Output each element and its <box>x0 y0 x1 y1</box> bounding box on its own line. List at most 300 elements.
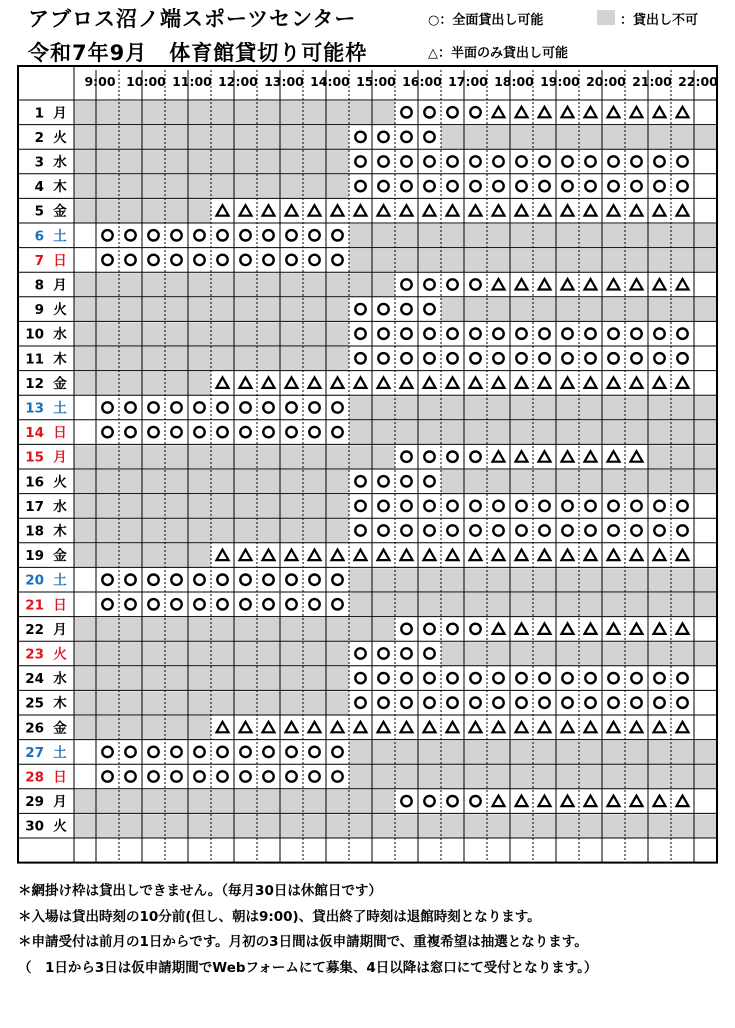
full-available-mark <box>125 771 135 781</box>
half-available-mark <box>516 623 528 634</box>
half-available-mark <box>631 279 643 290</box>
half-available-mark <box>401 205 413 216</box>
half-available-mark <box>608 279 620 290</box>
day-number: 15 <box>25 449 44 466</box>
full-available-mark <box>401 452 411 462</box>
full-available-mark <box>493 698 503 708</box>
full-available-mark <box>631 673 641 683</box>
half-available-mark <box>585 107 597 118</box>
day-number: 16 <box>25 474 44 491</box>
half-available-mark <box>493 796 505 807</box>
half-available-mark <box>631 205 643 216</box>
full-available-mark <box>470 107 480 117</box>
full-available-mark <box>378 353 388 363</box>
full-available-mark <box>102 255 112 265</box>
day-number: 29 <box>25 794 44 811</box>
half-available-mark <box>677 377 689 388</box>
full-available-mark <box>102 575 112 585</box>
full-available-mark <box>378 304 388 314</box>
full-available-mark <box>470 353 480 363</box>
full-available-mark <box>286 402 296 412</box>
full-available-mark <box>332 402 342 412</box>
full-available-mark <box>194 599 204 609</box>
half-available-mark <box>355 550 367 561</box>
weekday: 火 <box>53 818 67 835</box>
full-available-mark <box>378 673 388 683</box>
half-available-mark <box>263 205 275 216</box>
full-available-mark <box>631 329 641 339</box>
full-available-mark <box>424 796 434 806</box>
half-available-mark <box>608 722 620 733</box>
full-available-mark <box>148 402 158 412</box>
full-available-mark <box>171 402 181 412</box>
half-available-mark <box>217 377 229 388</box>
full-available-mark <box>355 648 365 658</box>
full-available-mark <box>424 304 434 314</box>
unavailable-block <box>74 642 349 665</box>
half-available-mark <box>493 377 505 388</box>
half-available-mark <box>562 550 574 561</box>
full-available-mark <box>401 624 411 634</box>
full-available-mark <box>194 255 204 265</box>
full-available-mark <box>401 132 411 142</box>
weekday: 水 <box>53 326 67 343</box>
half-available-mark <box>424 205 436 216</box>
full-available-mark <box>286 427 296 437</box>
full-available-mark <box>263 427 273 437</box>
full-available-mark <box>378 132 388 142</box>
full-available-mark <box>355 353 365 363</box>
half-available-mark <box>585 722 597 733</box>
full-available-mark <box>401 501 411 511</box>
full-available-mark <box>585 698 595 708</box>
full-available-mark <box>470 279 480 289</box>
weekday: 月 <box>53 449 67 466</box>
full-available-mark <box>631 501 641 511</box>
full-available-mark <box>677 353 687 363</box>
unavailable-block <box>349 249 717 272</box>
full-available-mark <box>171 747 181 757</box>
full-available-mark <box>585 525 595 535</box>
half-available-mark <box>654 550 666 561</box>
weekday: 水 <box>53 154 67 171</box>
day-number: 5 <box>34 203 44 220</box>
full-available-mark <box>194 575 204 585</box>
full-available-mark <box>631 156 641 166</box>
unavailable-block <box>74 126 349 149</box>
legend-half-available: △：半面のみ貸出し可能 <box>428 46 568 61</box>
full-available-mark <box>125 255 135 265</box>
full-available-mark <box>378 698 388 708</box>
day-number: 9 <box>34 302 44 319</box>
half-available-mark <box>585 550 597 561</box>
full-available-mark <box>286 575 296 585</box>
full-available-mark <box>424 279 434 289</box>
full-available-mark <box>263 255 273 265</box>
full-available-mark <box>539 525 549 535</box>
half-available-mark <box>447 377 459 388</box>
full-available-mark <box>677 525 687 535</box>
full-available-mark <box>562 353 572 363</box>
time-label: 15:00 <box>356 74 396 89</box>
half-available-mark <box>654 377 666 388</box>
full-available-mark <box>171 599 181 609</box>
time-label: 16:00 <box>402 74 442 89</box>
half-available-mark <box>217 722 229 733</box>
full-available-mark <box>378 329 388 339</box>
unavailable-block <box>74 150 349 173</box>
note-line: （ 1日から3日は仮申請期間でWebフォームにて募集、4日以降は窓口にて受付となります。） <box>18 959 598 976</box>
day-number: 23 <box>25 646 44 663</box>
full-available-mark <box>585 673 595 683</box>
time-label: 18:00 <box>494 74 534 89</box>
full-available-mark <box>562 329 572 339</box>
full-available-mark <box>125 427 135 437</box>
half-available-mark <box>470 722 482 733</box>
unavailable-block <box>349 593 717 616</box>
half-available-mark <box>332 377 344 388</box>
weekday: 木 <box>53 179 67 196</box>
full-available-mark <box>355 501 365 511</box>
half-available-mark <box>585 279 597 290</box>
day-number: 3 <box>34 154 44 171</box>
weekday: 日 <box>53 252 67 269</box>
half-available-mark <box>516 550 528 561</box>
full-available-mark <box>401 476 411 486</box>
full-available-mark <box>102 402 112 412</box>
full-available-mark <box>470 698 480 708</box>
full-available-mark <box>355 673 365 683</box>
full-available-mark <box>424 624 434 634</box>
full-available-mark <box>516 329 526 339</box>
full-available-mark <box>493 501 503 511</box>
full-available-mark <box>309 427 319 437</box>
full-available-mark <box>447 329 457 339</box>
half-available-mark <box>562 377 574 388</box>
half-available-mark <box>562 279 574 290</box>
half-available-mark <box>493 550 505 561</box>
full-available-mark <box>217 747 227 757</box>
weekday: 火 <box>53 302 67 319</box>
weekday: 水 <box>53 671 67 688</box>
unavailable-block <box>648 445 717 468</box>
full-available-mark <box>493 525 503 535</box>
full-available-mark <box>263 230 273 240</box>
half-available-mark <box>539 107 551 118</box>
half-available-mark <box>631 796 643 807</box>
time-label: 21:00 <box>632 74 672 89</box>
full-available-mark <box>539 673 549 683</box>
weekday: 金 <box>53 720 67 737</box>
full-available-mark <box>424 648 434 658</box>
half-available-mark <box>240 550 252 561</box>
weekday: 木 <box>53 695 67 712</box>
full-available-mark <box>401 181 411 191</box>
full-available-mark <box>493 181 503 191</box>
full-available-mark <box>677 673 687 683</box>
facility-title: アブロス沼ノ端スポーツセンター <box>28 7 357 31</box>
half-available-mark <box>677 722 689 733</box>
full-available-mark <box>516 501 526 511</box>
half-available-mark <box>447 722 459 733</box>
weekday: 土 <box>53 400 67 417</box>
full-available-mark <box>309 747 319 757</box>
half-available-mark <box>493 451 505 462</box>
weekday: 火 <box>53 474 67 491</box>
full-available-mark <box>654 525 664 535</box>
day-number: 1 <box>34 105 44 122</box>
full-available-mark <box>631 698 641 708</box>
day-number: 17 <box>25 498 44 515</box>
full-available-mark <box>401 107 411 117</box>
half-available-mark <box>585 623 597 634</box>
weekday: 日 <box>53 597 67 614</box>
half-available-mark <box>263 377 275 388</box>
full-available-mark <box>562 181 572 191</box>
half-available-mark <box>654 623 666 634</box>
half-available-mark <box>401 550 413 561</box>
weekday: 土 <box>53 744 67 761</box>
full-available-mark <box>378 501 388 511</box>
half-available-mark <box>654 796 666 807</box>
day-number: 30 <box>25 818 44 835</box>
full-available-mark <box>355 476 365 486</box>
half-available-mark <box>447 550 459 561</box>
half-available-mark <box>493 205 505 216</box>
day-number: 14 <box>25 425 44 442</box>
half-available-mark <box>286 205 298 216</box>
full-available-mark <box>125 599 135 609</box>
weekday: 火 <box>53 646 67 663</box>
day-number: 2 <box>34 129 44 146</box>
half-available-mark <box>401 377 413 388</box>
full-available-mark <box>424 452 434 462</box>
full-available-mark <box>240 255 250 265</box>
full-available-mark <box>240 402 250 412</box>
weekday: 火 <box>53 129 67 146</box>
full-available-mark <box>355 698 365 708</box>
unavailable-block <box>441 642 717 665</box>
full-available-mark <box>424 107 434 117</box>
half-available-mark <box>608 205 620 216</box>
full-available-mark <box>608 329 618 339</box>
half-available-mark <box>516 377 528 388</box>
full-available-mark <box>470 501 480 511</box>
half-available-mark <box>378 205 390 216</box>
unavailable-block <box>441 298 717 321</box>
full-available-mark <box>217 427 227 437</box>
full-available-mark <box>332 575 342 585</box>
full-available-mark <box>447 501 457 511</box>
half-available-mark <box>654 107 666 118</box>
day-number: 24 <box>25 671 44 688</box>
full-available-mark <box>677 156 687 166</box>
time-label: 22:00 <box>678 74 718 89</box>
full-available-mark <box>493 329 503 339</box>
day-number: 27 <box>25 744 44 761</box>
full-available-mark <box>378 648 388 658</box>
full-available-mark <box>424 156 434 166</box>
full-available-mark <box>240 747 250 757</box>
full-available-mark <box>585 329 595 339</box>
full-available-mark <box>470 156 480 166</box>
day-number: 11 <box>25 351 44 368</box>
note-line: ＊網掛け枠は貸出しできません。（毎月30日は休館日です） <box>18 883 382 899</box>
weekday: 日 <box>53 425 67 442</box>
legend-unavailable: ：貸出し不可 <box>620 13 699 28</box>
full-available-mark <box>424 698 434 708</box>
half-available-mark <box>493 722 505 733</box>
full-available-mark <box>424 525 434 535</box>
full-available-mark <box>677 329 687 339</box>
half-available-mark <box>562 451 574 462</box>
full-available-mark <box>217 255 227 265</box>
half-available-mark <box>539 279 551 290</box>
half-available-mark <box>309 550 321 561</box>
day-number: 26 <box>25 720 44 737</box>
full-available-mark <box>539 181 549 191</box>
half-available-mark <box>401 722 413 733</box>
full-available-mark <box>355 329 365 339</box>
full-available-mark <box>447 107 457 117</box>
full-available-mark <box>309 771 319 781</box>
half-available-mark <box>286 377 298 388</box>
half-available-mark <box>516 722 528 733</box>
full-available-mark <box>401 796 411 806</box>
note-line: ＊申請受付は前月の1日からです。月初の3日間は仮申請期間で、重複希望は抽選となります。 <box>18 934 588 950</box>
full-available-mark <box>631 525 641 535</box>
full-available-mark <box>447 796 457 806</box>
half-available-mark <box>654 722 666 733</box>
half-available-mark <box>631 107 643 118</box>
full-available-mark <box>332 599 342 609</box>
full-available-mark <box>286 255 296 265</box>
full-available-mark <box>355 304 365 314</box>
full-available-mark <box>516 353 526 363</box>
half-available-mark <box>516 205 528 216</box>
time-label: 10:00 <box>126 74 166 89</box>
unavailable-block <box>349 741 717 764</box>
full-available-mark <box>654 698 664 708</box>
full-available-mark <box>217 599 227 609</box>
full-available-mark <box>539 501 549 511</box>
half-available-mark <box>631 451 643 462</box>
half-available-mark <box>332 722 344 733</box>
full-available-mark <box>539 353 549 363</box>
full-available-mark <box>171 771 181 781</box>
full-available-mark <box>171 575 181 585</box>
weekday: 金 <box>53 203 67 220</box>
full-available-mark <box>171 230 181 240</box>
full-available-mark <box>263 771 273 781</box>
half-available-mark <box>470 205 482 216</box>
full-available-mark <box>355 525 365 535</box>
day-number: 10 <box>25 326 44 343</box>
full-available-mark <box>677 501 687 511</box>
half-available-mark <box>631 623 643 634</box>
full-available-mark <box>654 673 664 683</box>
half-available-mark <box>516 279 528 290</box>
full-available-mark <box>355 132 365 142</box>
half-available-mark <box>470 550 482 561</box>
half-available-mark <box>539 796 551 807</box>
full-available-mark <box>447 156 457 166</box>
half-available-mark <box>608 451 620 462</box>
full-available-mark <box>194 427 204 437</box>
time-label: 9:00 <box>84 74 116 89</box>
half-available-mark <box>493 623 505 634</box>
day-number: 13 <box>25 400 44 417</box>
half-available-mark <box>355 205 367 216</box>
time-label: 12:00 <box>218 74 258 89</box>
half-available-mark <box>539 377 551 388</box>
full-available-mark <box>401 525 411 535</box>
half-available-mark <box>539 451 551 462</box>
weekday: 月 <box>53 277 67 294</box>
weekday: 土 <box>53 228 67 245</box>
schedule-title: 令和7年9月 体育館貸切り可能枠 <box>28 41 368 65</box>
full-available-mark <box>631 353 641 363</box>
half-available-mark <box>654 279 666 290</box>
half-available-mark <box>585 451 597 462</box>
full-available-mark <box>447 624 457 634</box>
unavailable-block <box>349 765 717 788</box>
full-available-mark <box>608 181 618 191</box>
half-available-mark <box>562 623 574 634</box>
half-available-mark <box>539 550 551 561</box>
weekday: 月 <box>53 794 67 811</box>
full-available-mark <box>148 230 158 240</box>
full-available-mark <box>424 673 434 683</box>
legend-full-available: ○：全面貸出し可能 <box>428 13 544 28</box>
time-label: 20:00 <box>586 74 626 89</box>
half-available-mark <box>263 550 275 561</box>
full-available-mark <box>240 575 250 585</box>
full-available-mark <box>240 427 250 437</box>
full-available-mark <box>470 525 480 535</box>
full-available-mark <box>332 427 342 437</box>
half-available-mark <box>355 377 367 388</box>
full-available-mark <box>447 525 457 535</box>
full-available-mark <box>493 156 503 166</box>
full-available-mark <box>148 599 158 609</box>
full-available-mark <box>654 156 664 166</box>
full-available-mark <box>148 427 158 437</box>
full-available-mark <box>332 230 342 240</box>
full-available-mark <box>470 452 480 462</box>
full-available-mark <box>217 230 227 240</box>
half-available-mark <box>424 377 436 388</box>
full-available-mark <box>401 673 411 683</box>
full-available-mark <box>401 648 411 658</box>
full-available-mark <box>263 402 273 412</box>
full-available-mark <box>286 771 296 781</box>
full-available-mark <box>447 279 457 289</box>
full-available-mark <box>309 599 319 609</box>
half-available-mark <box>562 205 574 216</box>
full-available-mark <box>562 525 572 535</box>
full-available-mark <box>516 156 526 166</box>
full-available-mark <box>125 402 135 412</box>
full-available-mark <box>562 698 572 708</box>
half-available-mark <box>447 205 459 216</box>
half-available-mark <box>608 377 620 388</box>
half-available-mark <box>470 377 482 388</box>
half-available-mark <box>516 107 528 118</box>
full-available-mark <box>194 402 204 412</box>
full-available-mark <box>102 747 112 757</box>
half-available-mark <box>493 107 505 118</box>
